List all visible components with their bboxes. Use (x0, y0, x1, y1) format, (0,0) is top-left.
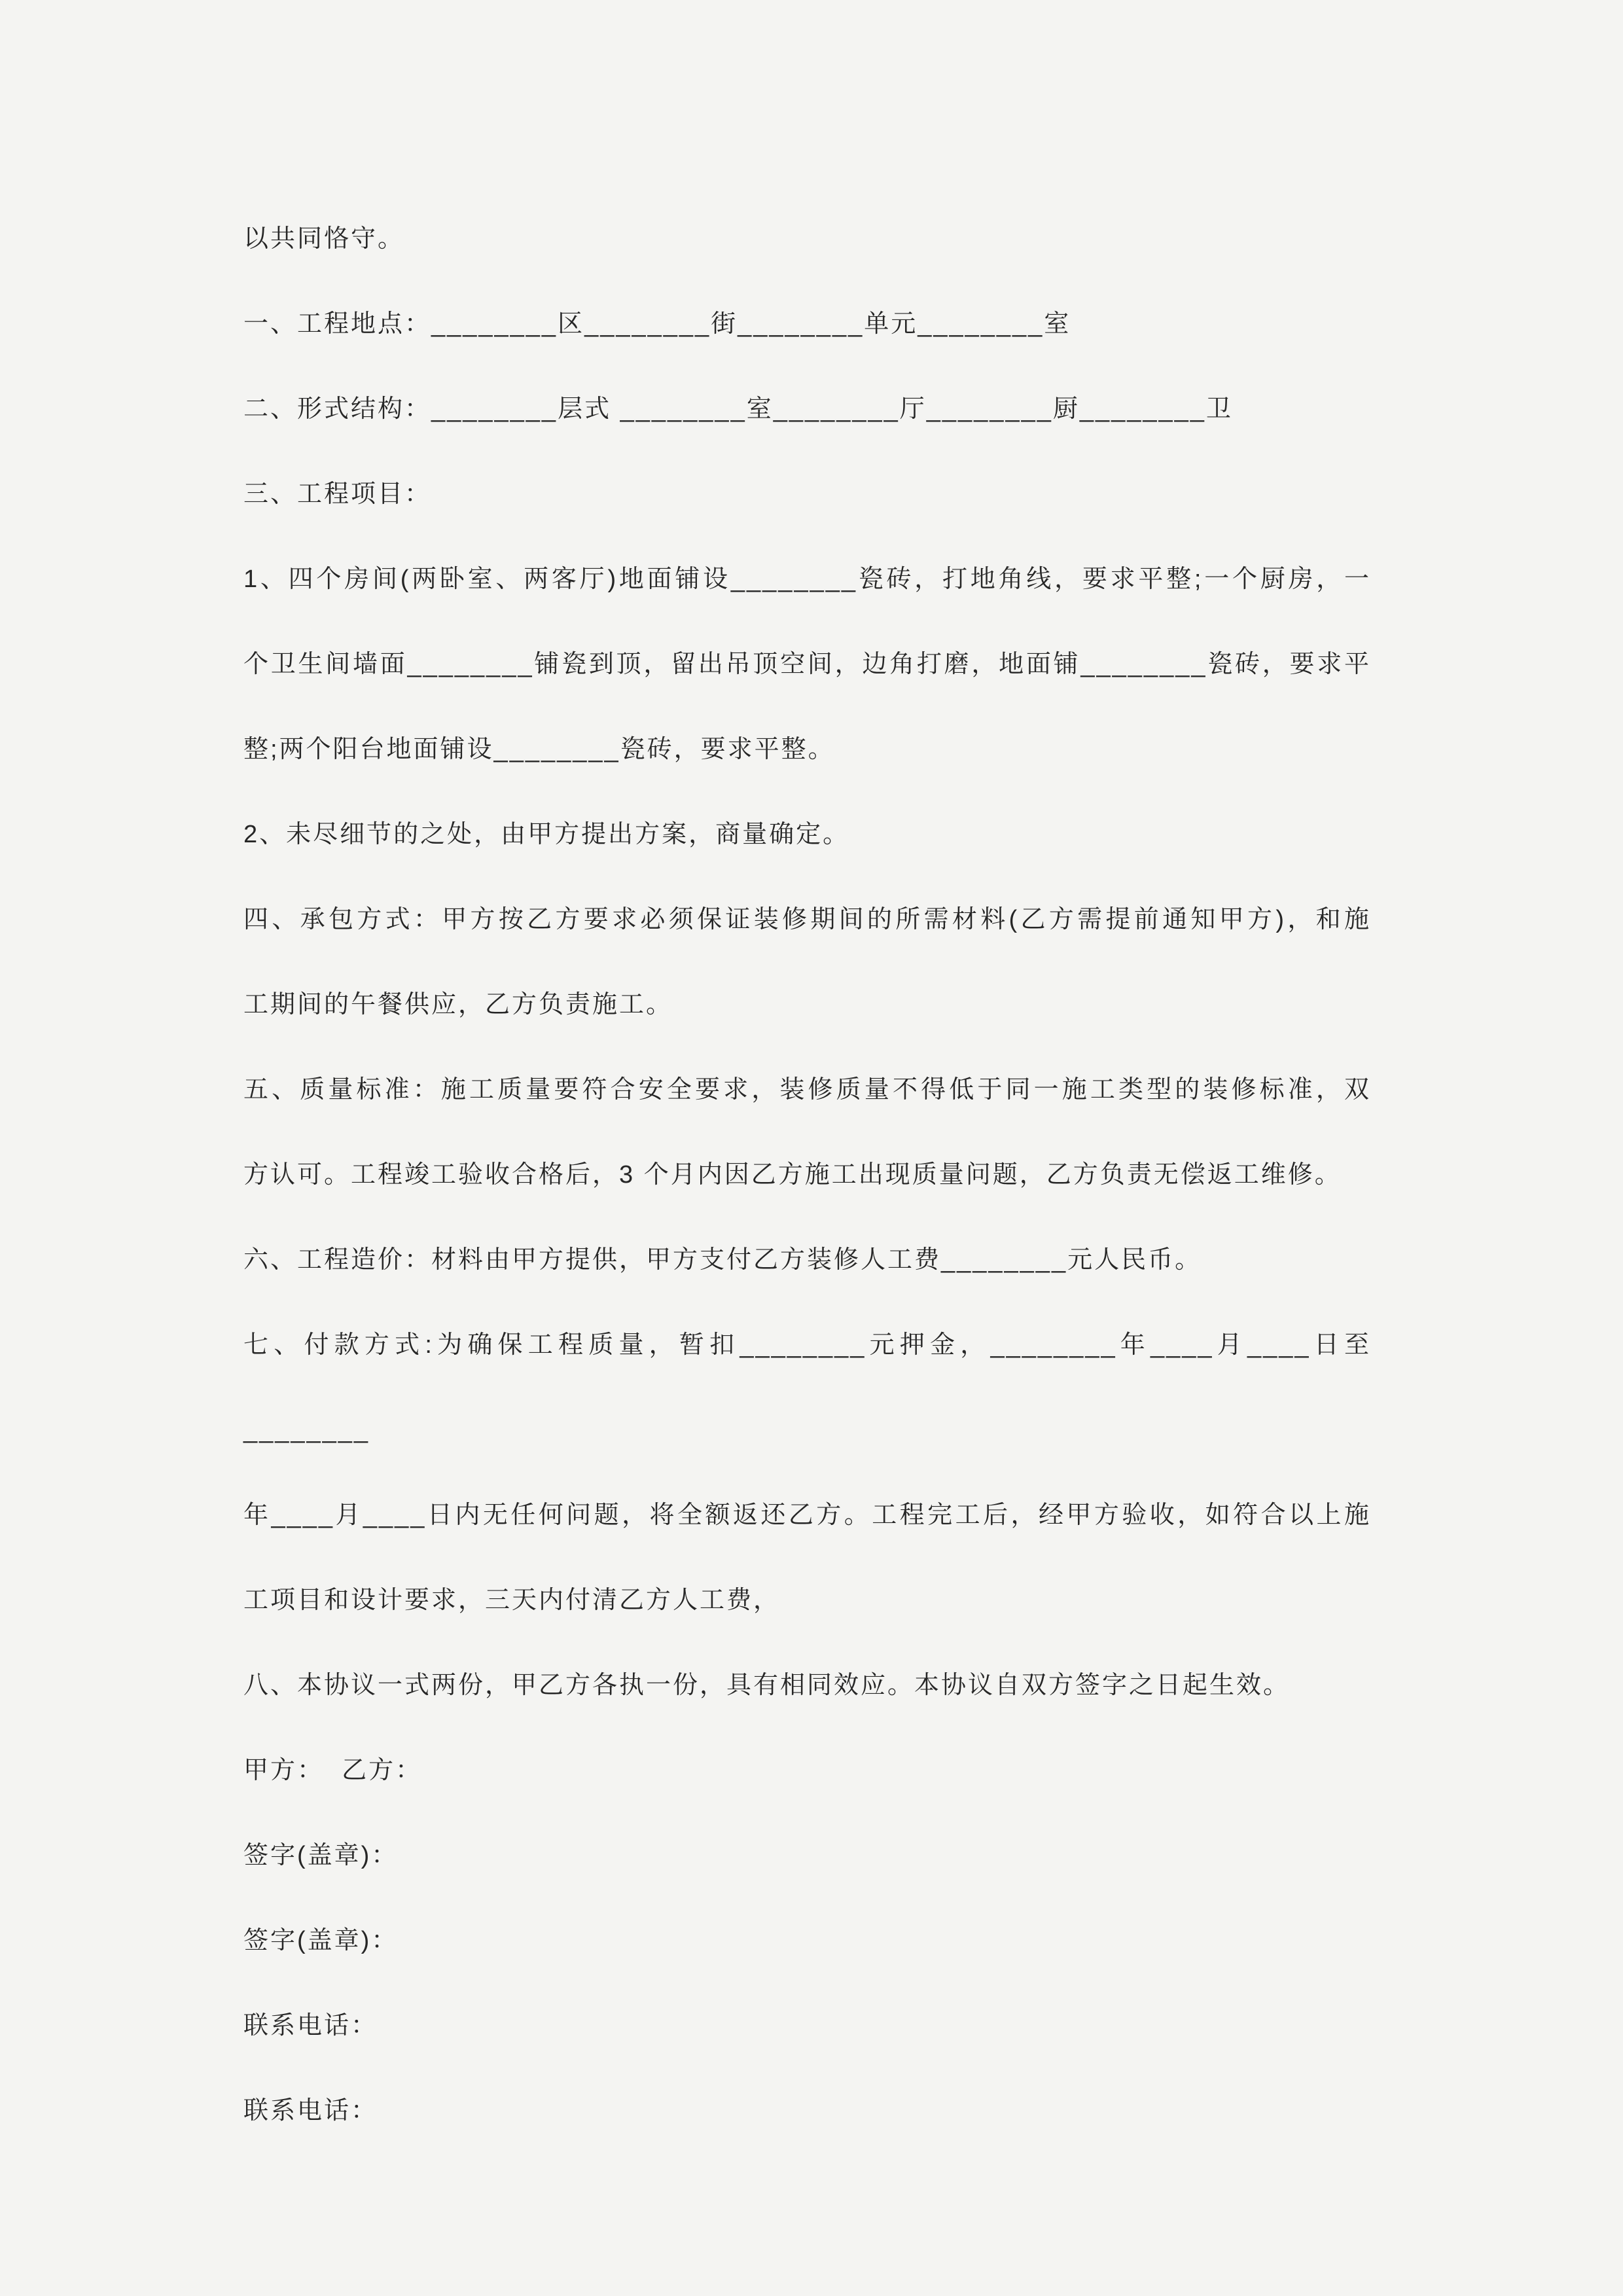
paragraph-line: 以共同恪守。 (243, 225, 405, 253)
paragraph-line: 个卫生间墙面________铺瓷到顶，留出吊顶空间，边角打磨，地面铺________瓷砖，要求平 (243, 651, 1371, 678)
paragraph-line: 签字(盖章)： (243, 1842, 399, 1869)
paragraph-line: 六、工程造价：材料由甲方提供，甲方支付乙方装修人工费________元人民币。 (243, 1246, 1202, 1274)
paragraph-line: 签字(盖章)： (243, 1927, 399, 1954)
paragraph-line: 七、付款方式:为确保工程质量，暂扣________元押金，________年____月____日至________ (243, 1331, 1371, 1444)
paragraph-line: 五、质量标准：施工质量要符合安全要求，装修质量不得低于同一施工类型的装修标准，双 (243, 1076, 1371, 1103)
paragraph-line: 工项目和设计要求，三天内付清乙方人工费， (243, 1587, 781, 1614)
document-body (243, 196, 1371, 2153)
paragraph-line: 工期间的午餐供应，乙方负责施工。 (243, 991, 673, 1018)
paragraph-line: 联系电话： (243, 2097, 378, 2125)
paragraph-line: 整;两个阳台地面铺设________瓷砖，要求平整。 (243, 736, 835, 763)
paragraph-line: 年____月____日内无任何问题，将全额返还乙方。工程完工后，经甲方验收，如符合以上施 (243, 1501, 1371, 1529)
paragraph-line: 甲方： 乙方： (243, 1757, 423, 1784)
paragraph-line: 一、工程地点：________区________街________单元________室 (243, 310, 1071, 338)
paragraph-line: 二、形式结构：________层式 ________室________厅________厨________卫 (243, 395, 1233, 423)
paragraph-line: 四、承包方式：甲方按乙方要求必须保证装修期间的所需材料(乙方需提前通知甲方)，和施 (243, 906, 1371, 933)
paragraph-line: 2、未尽细节的之处，由甲方提出方案，商量确定。 (243, 821, 850, 848)
paragraph-line: 1、四个房间(两卧室、两客厅)地面铺设________瓷砖，打地角线，要求平整;一个厨房，一 (243, 565, 1371, 593)
paragraph-line: 方认可。工程竣工验收合格后，3 个月内因乙方施工出现质量问题，乙方负责无偿返工维修。 (243, 1161, 1342, 1189)
paragraph-line: 联系电话： (243, 2012, 378, 2039)
paragraph-line: 三、工程项目： (243, 480, 432, 508)
paragraph-line: 八、本协议一式两份，甲乙方各执一份，具有相同效应。本协议自双方签字之日起生效。 (243, 1672, 1291, 1699)
